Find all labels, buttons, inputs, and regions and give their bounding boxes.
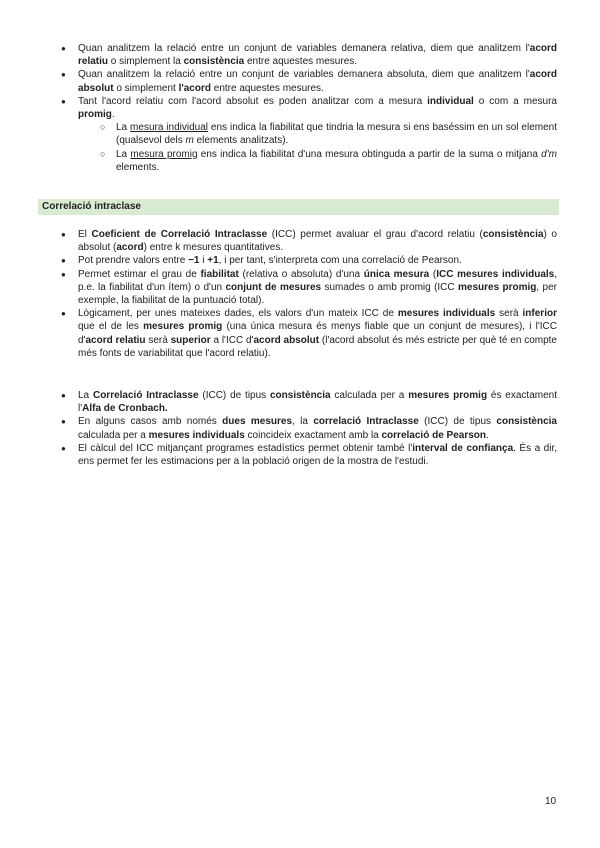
list-item [60,389,557,415]
list-item [60,228,557,254]
text-run: Quan analitzem la relació entre un conjunt de variables demanera relativa, diem que analitzem l' [78,43,530,54]
text-run: o simplement [113,82,179,94]
text-run: serà [145,334,171,346]
text-run: és exactament l' [78,390,557,415]
bold-text: correlació Intraclasse [313,416,419,428]
text-run: La [116,148,131,160]
bold-text: correlació de Pearson [381,429,486,441]
list-item [60,254,557,267]
bold-text: consistència [496,416,557,428]
list-item [60,42,557,68]
text-run: (relativa o absoluta) d'una [238,268,364,280]
text-run: La [78,390,93,401]
text-run: ) o absolut ( [78,229,557,254]
text-run: (ICC) permet avaluar el grau d'acord relatiu ( [267,229,483,240]
bold-text: acord absolut [253,334,320,346]
sub-list-item [100,148,557,174]
section-heading: Correlació intraclase [38,199,559,215]
text-run: o simplement la [108,56,184,68]
text-run: elements analitzats). [193,135,289,147]
text-run: La [116,122,131,134]
bold-text: +1 [207,255,219,267]
bold-text: consistència [270,390,331,401]
sub-list-item [100,121,557,147]
text-run: entre aquestes mesures. [210,82,324,94]
bullet-list-icc [60,228,557,360]
text-run: , i per tant, s'interpreta com una correlació de Pearson. [218,255,462,267]
text-run: serà [495,308,523,320]
text-run: a l'ICC d' [210,334,254,346]
text-run: elements. [116,161,160,173]
list-item [60,268,557,308]
text-run: Quan analitzem la relació entre un conjunt de variables demanera absoluta, diem que analitzem l' [78,69,530,81]
bold-text: mesures individuals [148,429,245,441]
text-run: (ICC) de tipus [198,390,270,401]
page-number: 10 [545,796,557,807]
bold-text: consistència [482,229,544,240]
bold-text: consistència [183,56,245,68]
text-run: . [486,429,489,441]
text-run: (l'acord absolut és més estricte per què té en compte més fonts de variabilitat que l'acord relatiu). [78,334,557,359]
list-item [60,442,557,468]
text-run: Permet estimar el grau de [78,268,201,280]
bold-text: acord relatiu [85,334,146,346]
text-run: ) entre k mesures quantitatives. [143,242,284,254]
text-run: El càlcul del ICC mitjançant programes estadístics permet obtenir també l' [78,442,413,454]
bold-text: mesures promig [458,281,537,293]
text-run: Lògicament, per unes mateixes dades, els valors d'un mateix ICC de [78,308,398,320]
underlined-text: mesura promig [130,148,198,160]
underlined-text: mesura individual [130,122,209,134]
text-run: ens indica la fiabilitat d'una mesura obtinguda a partir de la suma o mitjana [197,148,542,160]
text-run: calculada per a [330,390,409,401]
text-run: Pot prendre valors entre [78,255,189,267]
sub-list [78,121,557,174]
text-run: Tant l'acord relatiu com l'acord absolut es poden analitzar com a mesura [78,95,428,107]
text-run: que el de les [78,321,144,333]
text-run: coincideix exactament amb la [244,429,382,441]
text-run: ens indica la fiabilitat que tindria la mesura si ens baséssim en un sol element (qualsevol dels [116,122,557,147]
list-item [60,95,557,174]
bold-text: dues mesures [222,416,293,428]
bold-text: acord absolut [78,69,557,94]
text-run: . És a dir, ens permet fer les estimacions per a la població origen de la mostra de l'estudi. [78,442,557,468]
bullet-list-icc-extra [60,389,557,468]
text-run: , la [292,416,314,428]
bold-text: Alfa de Cronbach. [82,403,168,415]
bold-text: superior [170,334,211,346]
text-run: o com a mesura [473,95,557,107]
bold-text: fiabilitat [200,268,239,280]
text-run: El [78,229,92,240]
bold-text: única mesura [363,268,430,280]
bold-text: acord relatiu [78,43,557,68]
text-run: (ICC) de tipus [418,416,497,428]
bold-text: conjunt de mesures [225,281,322,293]
bold-text: l'acord [178,82,211,94]
text-run: calculada per a [78,429,149,441]
italic-text: d'm [541,148,557,160]
bold-text: individual [427,95,474,107]
bold-text: promig [78,109,112,121]
italic-text: m [185,135,194,147]
text-run: En alguns casos amb només [78,416,223,428]
bullet-list-acord [60,42,557,174]
text-run: (una única mesura és menys fiable que un conjunt de mesures), i l'ICC d' [78,321,557,346]
list-item [60,68,557,94]
text-run: , per exemple, la fiabilitat de la puntuació total). [78,281,557,307]
text-run: entre aquestes mesures. [244,56,358,68]
bold-text: ICC mesures individuals [436,268,555,280]
bold-text: acord [116,242,144,254]
bold-text: inferior [522,308,557,320]
list-item [60,307,557,360]
bold-text: Correlació Intraclasse [92,390,199,401]
text-run: i [199,255,208,267]
bold-text: Coeficient de Correlació Intraclasse [91,229,268,240]
list-item [60,415,557,441]
text-run: . [111,109,115,121]
text-run: ( [429,268,437,280]
text-run: , p.e. la fiabilitat d'un ítem) o d'un [78,268,558,293]
bold-text: interval de confiança [412,442,514,454]
bold-text: mesures promig [408,390,488,401]
text-run: sumades o amb promig (ICC [321,281,458,293]
bold-text: mesures individuals [397,308,496,320]
bold-text: −1 [188,255,200,267]
bold-text: mesures promig [143,321,223,333]
